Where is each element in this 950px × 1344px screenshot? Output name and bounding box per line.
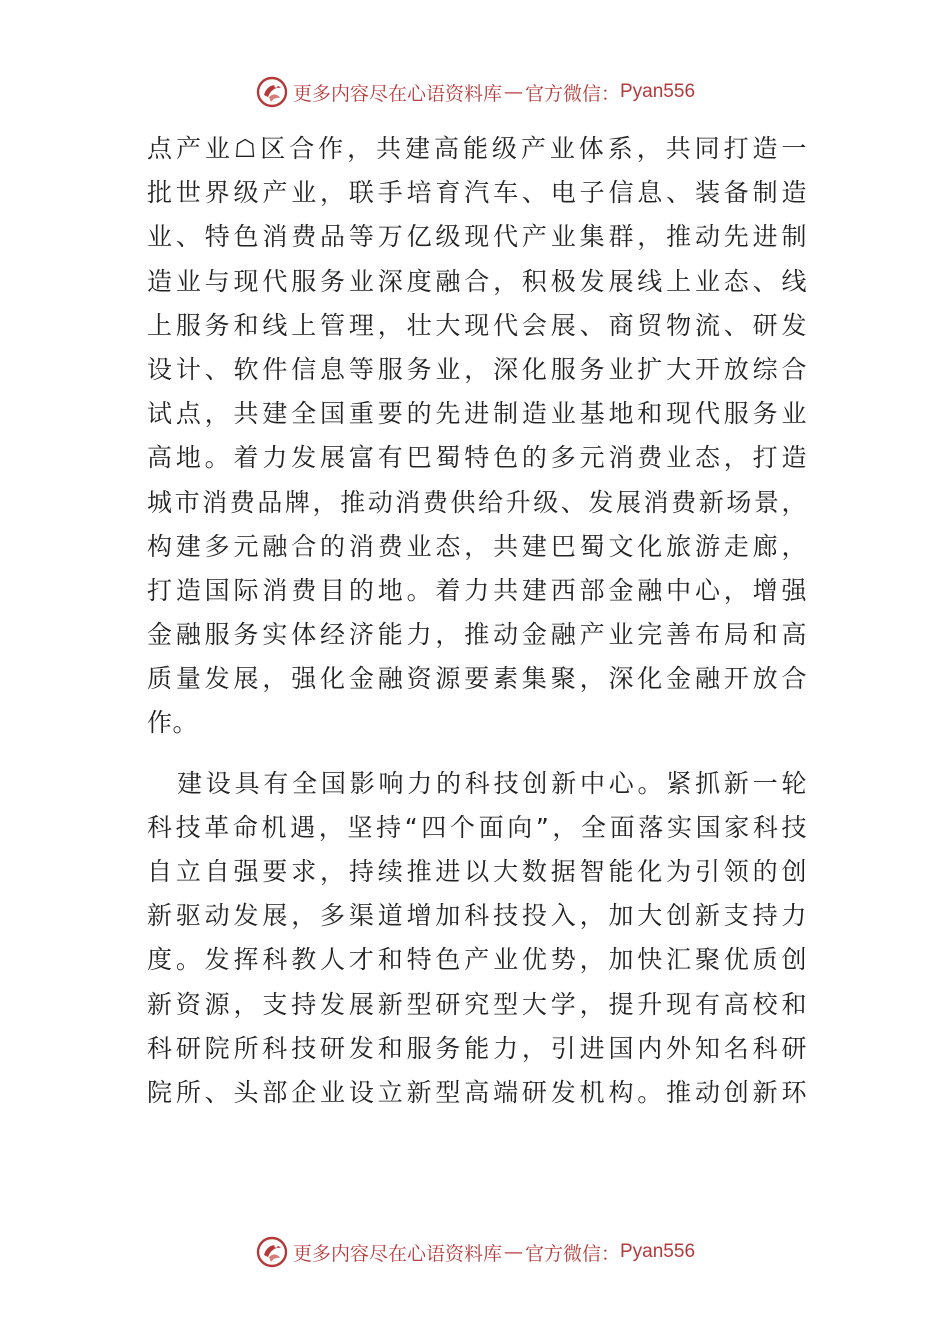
footer-banner-text: 更多内容尽在心语资料库: [292, 1242, 502, 1265]
text-line: 造业与现代服务业深度融合，积极发展线上业态、线: [147, 266, 807, 296]
text-line: 试点，共建全国重要的先进制造业基地和现代服务业: [147, 399, 807, 429]
document-body: [147, 127, 807, 1115]
text-line: 科技革命机遇，坚持“四个面向”，全面落实国家科技: [147, 812, 807, 842]
text-line: 科研院所科技研发和服务能力，引进国内外知名科研: [147, 1033, 807, 1063]
paragraph-gap: [147, 746, 807, 762]
footer-banner: [0, 1232, 950, 1272]
header-banner: [0, 72, 950, 112]
footer-wechat-label: 官方微信：: [524, 1242, 620, 1265]
text-line: 新资源，支持发展新型研究型大学，提升现有高校和: [147, 989, 807, 1019]
text-line: 作。: [147, 708, 199, 738]
text-line: 自立自强要求，持续推进以大数据智能化为引领的创: [147, 857, 807, 886]
brand-logo-icon: [255, 75, 289, 109]
header-wechat-label: 官方微信：: [524, 82, 620, 105]
footer-banner-separator: —: [503, 1241, 523, 1263]
text-line: 构建多元融合的消费业态，共建巴蜀文化旅游走廊，: [147, 531, 807, 561]
brand-logo-icon: [255, 1235, 289, 1269]
text-line: 设计、软件信息等服务业，深化服务业扩大开放综合: [147, 354, 807, 384]
header-wechat-id: Pyan556: [620, 81, 696, 102]
footer-wechat-id: Pyan556: [620, 1241, 696, 1262]
text-line: 打造国际消费目的地。着力共建西部金融中心，增强: [147, 575, 807, 605]
text-line: 业、特色消费品等万亿级现代产业集群，推动先进制: [147, 222, 807, 252]
text-line: 上服务和线上管理，壮大现代会展、商贸物流、研发: [147, 310, 807, 340]
text-line: 建设具有全国影响力的科技创新中心。紧抓新一轮: [177, 768, 807, 798]
text-line: 度。发挥科教人才和特色产业优势，加快汇聚优质创: [147, 945, 807, 975]
paragraph-2: [147, 762, 807, 1116]
text-line: 点产业☖区合作，共建高能级产业体系，共同打造一: [147, 134, 807, 163]
text-line: 高地。着力发展富有巴蜀特色的多元消费业态，打造: [147, 443, 807, 473]
text-line: 批世界级产业，联手培育汽车、电子信息、装备制造: [147, 178, 807, 208]
text-line: 质量发展，强化金融资源要素集聚，深化金融开放合: [147, 664, 807, 694]
text-line: 院所、头部企业设立新型高端研发机构。推动创新环: [147, 1077, 807, 1107]
text-line: 城市消费品牌，推动消费供给升级、发展消费新场景，: [147, 487, 807, 517]
header-banner-text: 更多内容尽在心语资料库: [292, 82, 502, 105]
header-banner-separator: —: [503, 81, 523, 103]
text-line: 金融服务实体经济能力，推动金融产业完善布局和高: [147, 620, 807, 650]
text-line: 新驱动发展，多渠道增加科技投入，加大创新支持力: [147, 901, 807, 931]
paragraph-1: [147, 127, 807, 746]
